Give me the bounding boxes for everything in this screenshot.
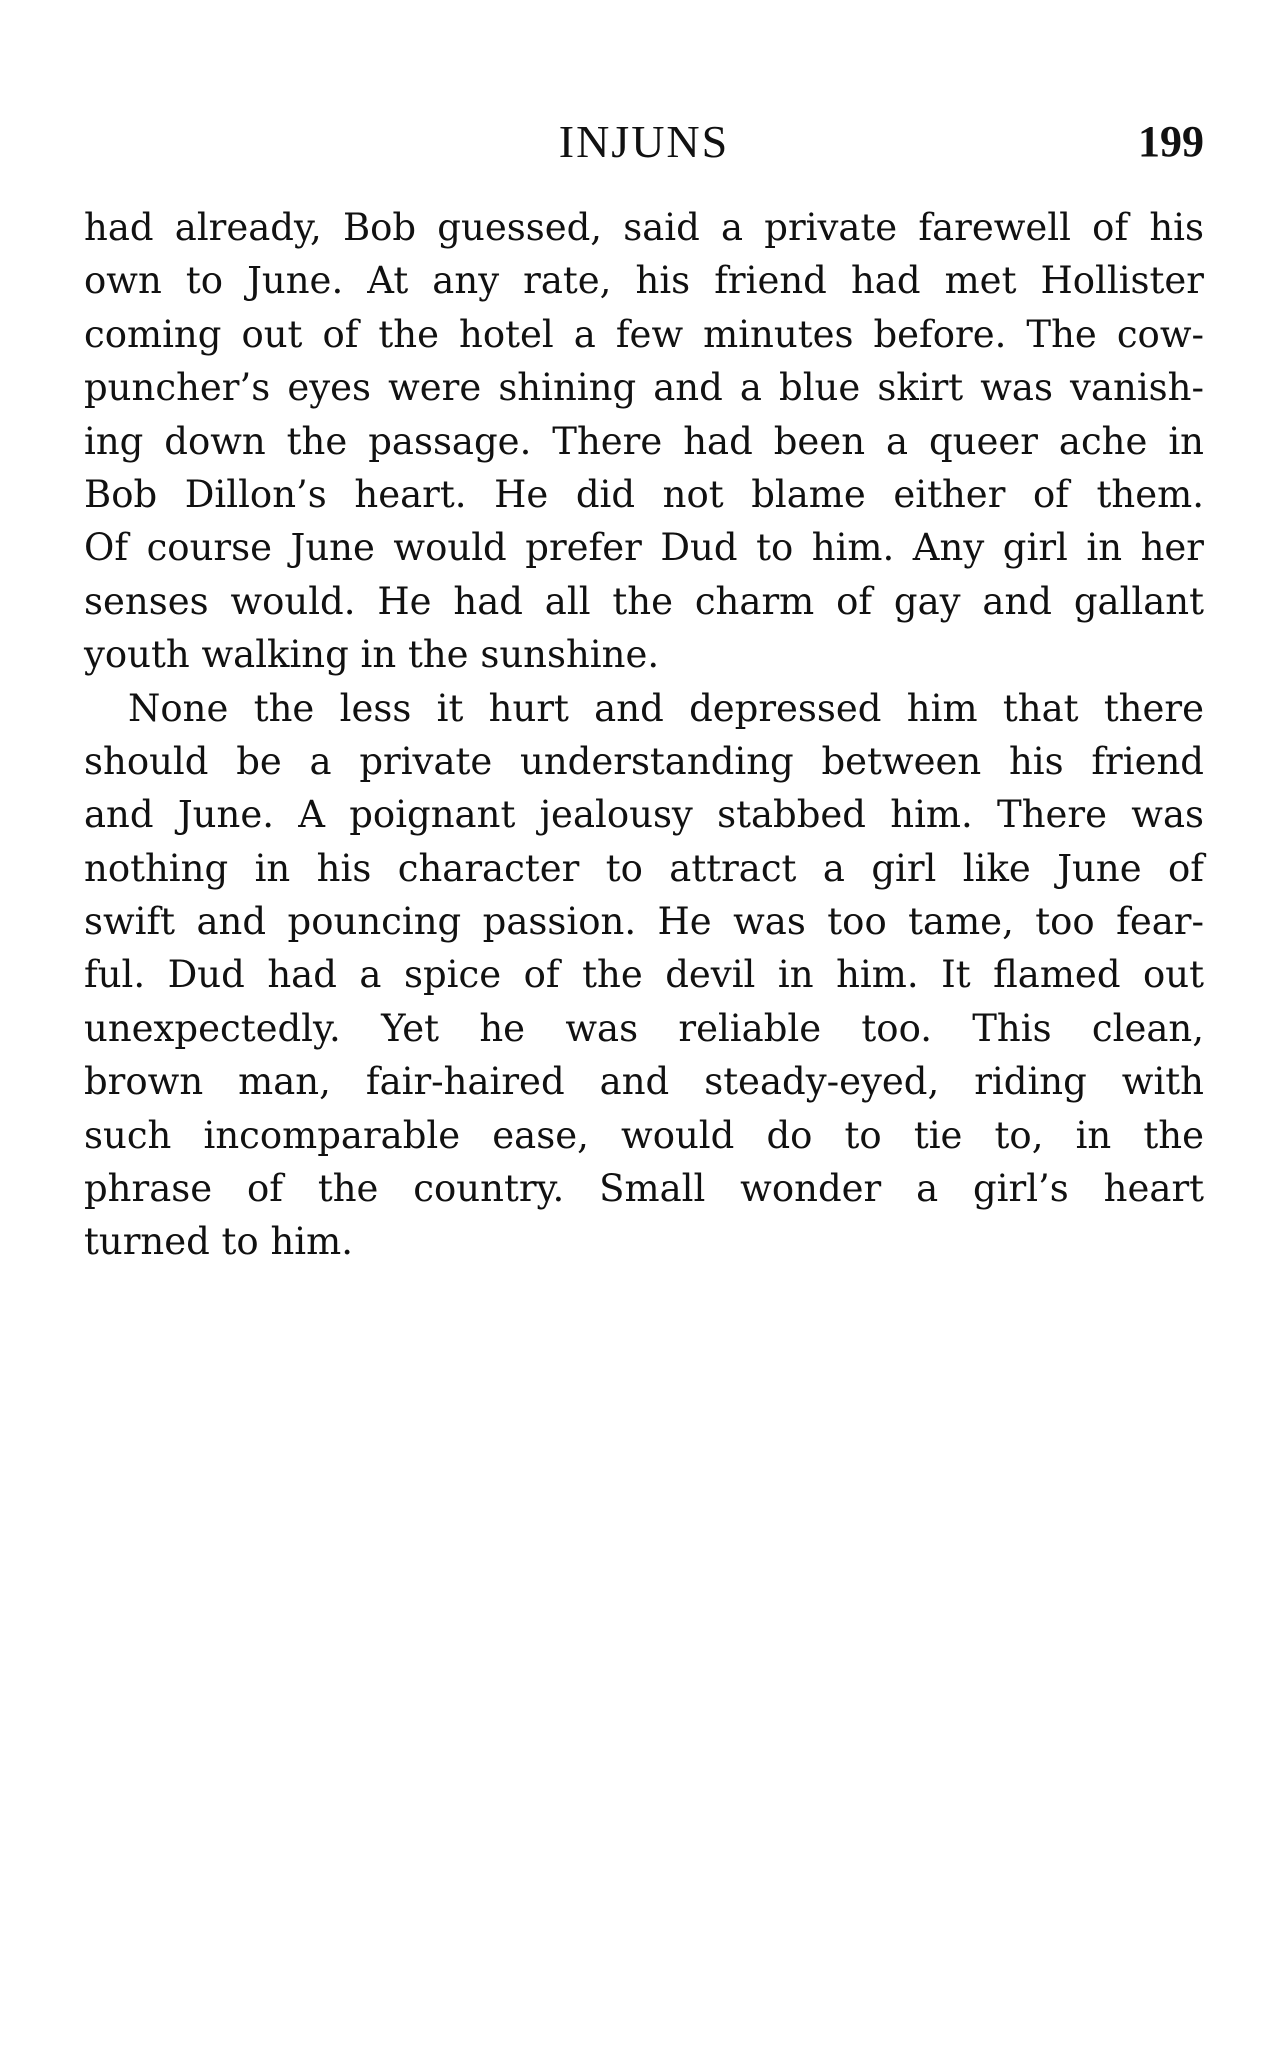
text-line: senses would. He had all the charm of gay and gallant	[84, 579, 1204, 623]
text-line: None the less it hurt and depressed him that there	[128, 686, 1204, 730]
text-line: youth walking in the sunshine.	[84, 633, 660, 677]
text-line: turned to him.	[84, 1220, 353, 1264]
text-line: and June. A poignant jealousy stabbed him. There was	[84, 793, 1204, 837]
text-line: such incomparable ease, would do to tie to, in the	[84, 1113, 1204, 1157]
text-line: brown man, fair-haired and steady-eyed, riding with	[84, 1060, 1204, 1104]
text-line: own to June. At any rate, his friend had met Hollister	[84, 259, 1204, 303]
text-line: ful. Dud had a spice of the devil in him. It flamed out	[84, 953, 1204, 997]
page-number: 199	[1138, 117, 1204, 166]
text-line: should be a private understanding between his friend	[84, 739, 1204, 783]
text-line: ing down the passage. There had been a queer ache in	[84, 419, 1204, 463]
page-header	[84, 112, 1204, 172]
text-line: Bob Dillon’s heart. He did not blame either of them.	[84, 472, 1204, 516]
text-line: coming out of the hotel a few minutes before. The cow-	[84, 312, 1204, 356]
text-line: had already, Bob guessed, said a private farewell of his	[84, 206, 1204, 249]
text-line: nothing in his character to attract a girl like June of	[84, 846, 1204, 890]
text-line: unexpectedly. Yet he was reliable too. This clean,	[84, 1006, 1204, 1050]
paragraph-2	[84, 682, 1204, 1269]
text-line: puncher’s eyes were shining and a blue skirt was vanish-	[84, 366, 1204, 410]
text-line: swift and pouncing passion. He was too tame, too fear-	[84, 900, 1204, 944]
running-head: INJUNS	[558, 116, 730, 167]
paragraph-1	[84, 201, 1204, 682]
text-line: Of course June would prefer Dud to him. Any girl in her	[84, 526, 1204, 570]
body-text	[84, 201, 1204, 1269]
text-line: phrase of the country. Small wonder a girl’s heart	[84, 1167, 1204, 1211]
